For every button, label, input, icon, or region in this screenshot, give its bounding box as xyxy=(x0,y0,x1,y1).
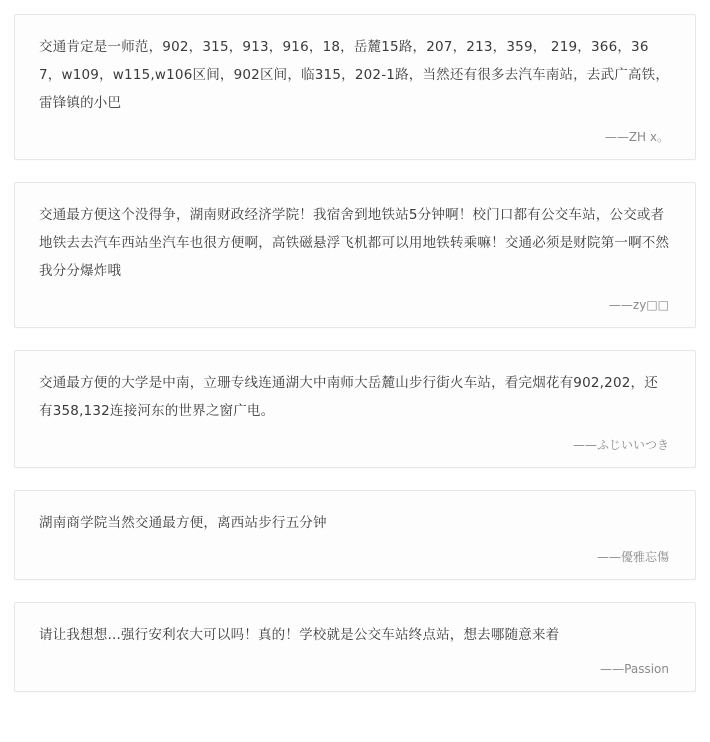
comment-author: ——ふじいいつき xyxy=(572,438,669,452)
comment-card xyxy=(14,350,696,468)
comment-text: 交通最方便这个没得争，湖南财政经济学院！我宿舍到地铁站5分钟啊！校门口都有公交车站，公交或者地铁去去汽车西站坐汽车也很方便啊，高铁磁悬浮飞机都可以用地铁转乘嘛！交通必须是财院第一啊不然我分分爆炸哦 xyxy=(39,207,670,279)
comment-author: ——優雅忘傷 xyxy=(596,550,669,564)
comment-text: 请让我想想...强行安利农大可以吗！真的！学校就是公交车站终点站，想去哪随意来着 xyxy=(39,627,560,643)
comment-card xyxy=(14,182,696,328)
comment-card xyxy=(14,602,696,692)
comment-text: 交通最方便的大学是中南，立珊专线连通湖大中南师大岳麓山步行街火车站，看完烟花有902,202，还有358,132连接河东的世界之窗广电。 xyxy=(39,375,658,419)
comment-card xyxy=(14,490,696,580)
comment-author: ——zy□□ xyxy=(608,298,669,312)
comment-text: 湖南商学院当然交通最方便，离西站步行五分钟 xyxy=(39,515,327,531)
comment-card xyxy=(14,14,696,160)
comment-author: ——ZH x。 xyxy=(604,130,669,144)
comment-author: ——Passion xyxy=(600,662,669,676)
comment-text: 交通肯定是一师范，902，315，913，916，18，岳麓15路，207，213，359， 219，366，367，w109，w115,w106区间，902区间，临315，202-1路，当然还有很多去汽车南站，去武广高铁，雷锋镇的小巴 xyxy=(39,39,670,111)
